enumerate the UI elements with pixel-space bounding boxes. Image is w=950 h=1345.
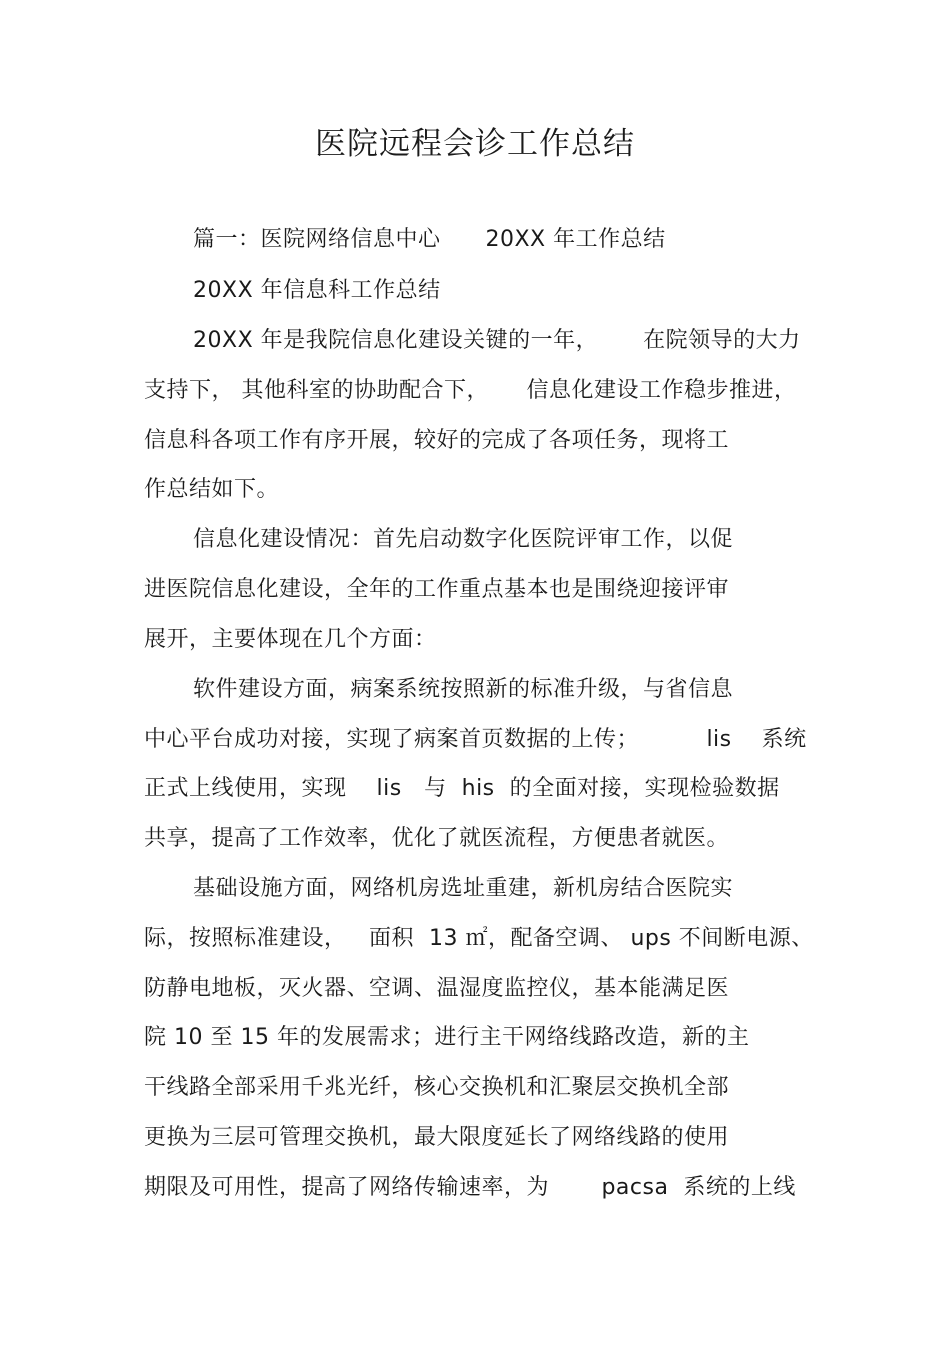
paragraph-line: 中心平台成功对接，实现了病案首页数据的上传； lis 系统: [144, 727, 807, 752]
paragraph-line: 更换为三层可管理交换机，最大限度延长了网络线路的使用: [144, 1125, 730, 1150]
paragraph-line: 干线路全部采用千兆光纤，核心交换机和汇聚层交换机全部: [144, 1075, 730, 1100]
paragraph-line: 软件建设方面，病案系统按照新的标准升级，与省信息: [193, 677, 734, 702]
paragraph-line: 展开，主要体现在几个方面：: [144, 627, 437, 652]
heading-subtitle: 20XX 年信息科工作总结: [193, 278, 441, 303]
document-title: 医院远程会诊工作总结: [315, 126, 635, 162]
paragraph-line: 际，按照标准建设， 面积 13 ㎡，配备空调、 ups 不间断电源、: [144, 926, 814, 951]
paragraph-line: 院 10 至 15 年的发展需求；进行主干网络线路改造，新的主: [144, 1025, 750, 1050]
paragraph-line: 共享，提高了工作效率，优化了就医流程，方便患者就医。: [144, 826, 730, 851]
paragraph-line: 支持下， 其他科室的协助配合下， 信息化建设工作稳步推进，: [144, 378, 797, 403]
paragraph-line: 20XX 年是我院信息化建设关键的一年， 在院领导的大力: [193, 328, 801, 353]
paragraph-line: 作总结如下。: [144, 477, 280, 502]
heading-part-one: 篇一：医院网络信息中心 20XX 年工作总结: [193, 227, 666, 252]
paragraph-line: 信息科各项工作有序开展，较好的完成了各项任务，现将工: [144, 428, 730, 453]
paragraph-line: 正式上线使用，实现 lis 与 his 的全面对接，实现检验数据: [144, 776, 780, 801]
paragraph-line: 进医院信息化建设，全年的工作重点基本也是围绕迎接评审: [144, 577, 730, 602]
paragraph-line: 基础设施方面，网络机房选址重建，新机房结合医院实: [193, 876, 734, 901]
paragraph-line: 期限及可用性，提高了网络传输速率，为 pacsa 系统的上线: [144, 1175, 796, 1200]
paragraph-line: 防静电地板，灭火器、空调、温湿度监控仪，基本能满足医: [144, 976, 730, 1001]
paragraph-line: 信息化建设情况：首先启动数字化医院评审工作，以促: [193, 527, 734, 552]
